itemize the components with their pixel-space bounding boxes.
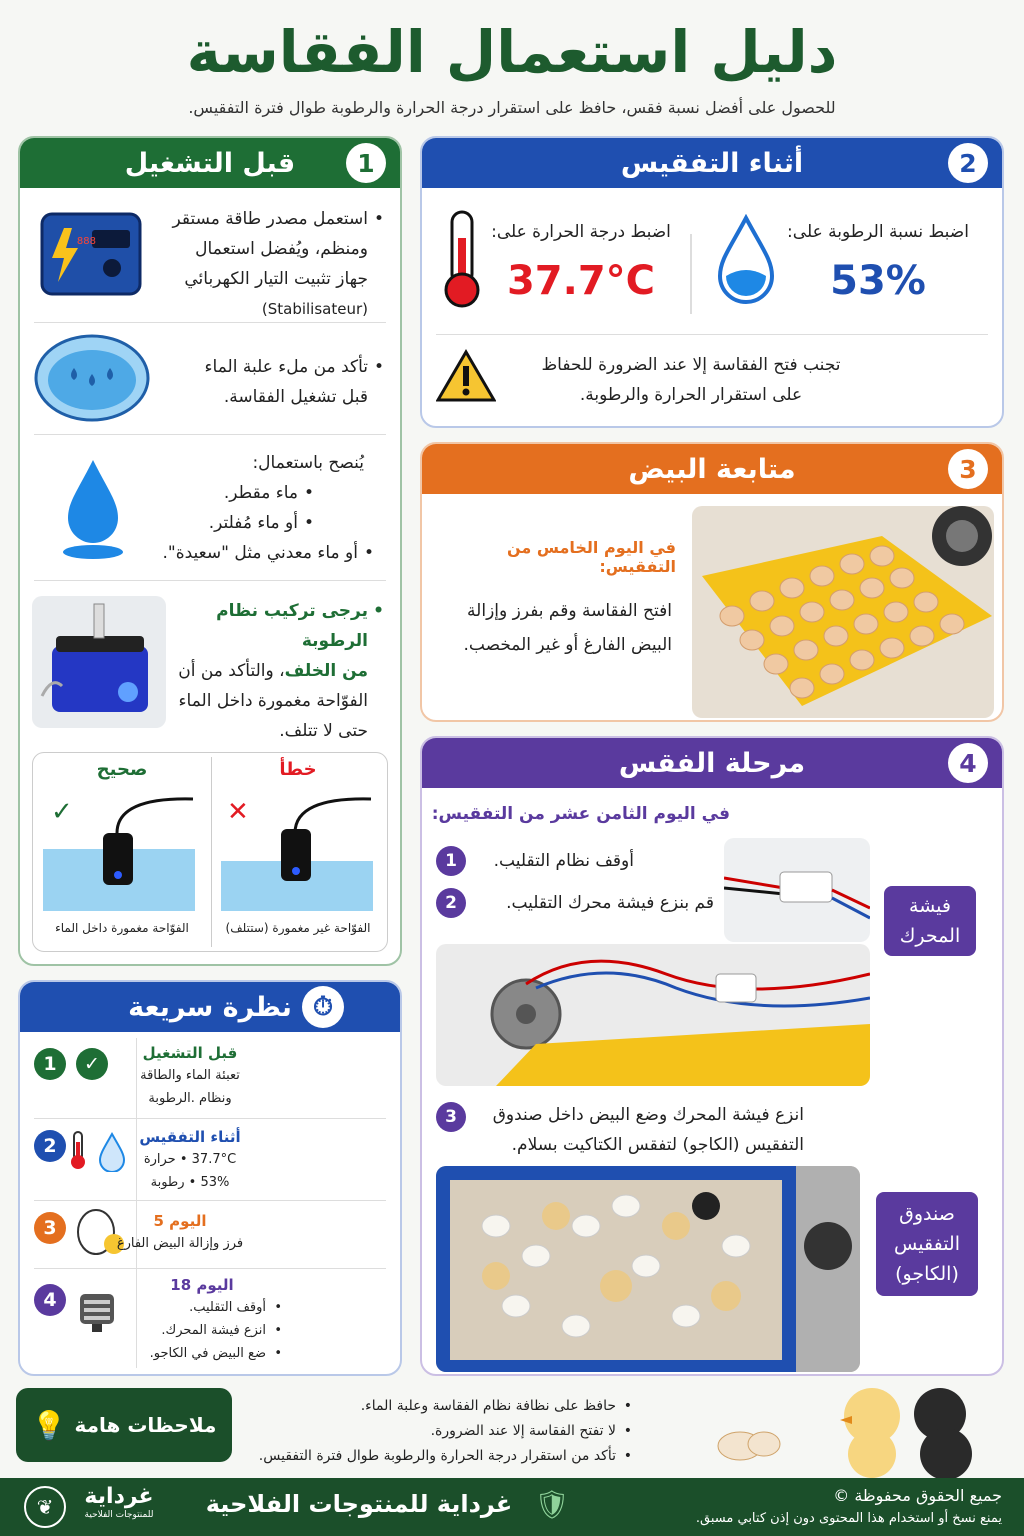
section-3-header (422, 444, 1002, 494)
step-2-number: 2 (436, 888, 466, 918)
day-5-label: في اليوم الخامس من التفقيس: (506, 538, 676, 576)
quick-header (20, 982, 400, 1032)
rights-text: جميع الحقوق محفوظة © (833, 1486, 1002, 1505)
stopwatch-icon: ⏱ (302, 986, 344, 1028)
section-2-number: 2 (948, 143, 988, 183)
step-1-text: أوقف نظام التقليب. (493, 851, 634, 871)
footer (0, 1478, 1024, 1536)
hatch-box-label: صندوق التفقيس (الكاجو) (876, 1192, 978, 1296)
quick-title: نظرة سريعة (128, 991, 292, 1023)
step-1-number: 1 (436, 846, 466, 876)
section-2-header (422, 138, 1002, 188)
power-instructions: • استعمل مصدر طاقة مستقر ومنظم، ويُفضل استعمال جهاز تثبيت التيار الكهربائي (Stabilisateur) (154, 204, 384, 324)
section-2-title: أثناء التفقيس (620, 147, 804, 179)
page-subtitle: للحصول على أفضل نسبة فقس، حافظ على استقرار درجة الحرارة والرطوبة طوال فترة التفقيس. (188, 98, 836, 117)
section-3-number: 3 (948, 449, 988, 489)
quick-item: 3 اليوم 5 فرز وإزالة البيض الفارغ (34, 1206, 386, 1266)
motor-plug-label: فيشة المحرك (884, 886, 976, 956)
important-notes-badge: ملاحظات هامة 💡 (16, 1388, 232, 1462)
warning-icon (436, 348, 496, 404)
warning-text: تجنب فتح الفقاسة إلا عند الضرورة للحفاظ على استقرار الحرارة والرطوبة. (541, 355, 841, 405)
humidity-value: 53% (830, 258, 926, 304)
lightbulb-icon: 💡 (31, 1408, 67, 1442)
rights-subtext: يمنع نسخ أو استخدام هذا المحتوى دون إذن كتابي مسبق. (695, 1511, 1002, 1526)
day-18-label: في اليوم الثامن عشر من التفقيس: (431, 804, 730, 824)
footer-brand: غرداية للمنتوجات الفلاحية (205, 1490, 513, 1518)
section-egg-monitoring (420, 442, 1004, 722)
quick-item: 4 اليوم 18 • أوقف التقليب. • انزع فيشة المحرك. • ضع البيض في الكاجو. (34, 1274, 386, 1370)
section-1-title: قبل التشغيل (124, 147, 296, 179)
logo-name: غرداية (84, 1484, 154, 1509)
diffuser-not-submerged-icon (217, 793, 379, 913)
section-4-header (422, 738, 1002, 788)
section-1-number: 1 (346, 143, 386, 183)
leaf-logo-icon: ❦ (24, 1486, 66, 1528)
thermometer-drop-icon (68, 1128, 128, 1172)
section-4-title: مرحلة الفقس (618, 747, 806, 779)
important-notes-list: • حافظ على نظافة نظام الفقاسة وعلبة الماء. • لا تفتح الفقاسة إلا عند الضرورة. • تأكد من استقرار درجة الحرارة والرطوبة طوال فترة التفقيس. (232, 1394, 632, 1469)
humidity-label: اضبط نسبة الرطوبة على: (787, 222, 969, 242)
page-title: دليل استعمال الفقاسة (186, 18, 838, 86)
temperature-label: اضبط درجة الحرارة على: (491, 222, 671, 242)
temperature-value: 37.7°C (506, 258, 656, 304)
section-during-incubation (420, 136, 1004, 428)
water-drop-icon (58, 456, 128, 560)
diffuser-submerged-icon (39, 793, 201, 913)
correct-example: صحيح ✓ الفوّاحة مغمورة داخل الماء (33, 753, 211, 953)
correct-vs-wrong-panel (32, 752, 388, 952)
cross-icon: ✕ (227, 797, 249, 827)
water-tray-icon (34, 332, 150, 424)
water-instructions: • تأكد من ملء علبة الماء قبل تشغيل الفقاسة. (164, 352, 384, 412)
thermometer-icon (436, 208, 488, 312)
step-2-text: قم بنزع فيشة محرك التقليب. (506, 893, 714, 913)
quick-item: 2 أثناء التفقيس 37.7°C • حرارة 53% • رطوبة (34, 1124, 386, 1200)
step-3-text: انزع فيشة المحرك وضع البيض داخل صندوق التفقيس (الكاجو) لتفقس الكتاكيت بسلام. (492, 1105, 804, 1155)
section-hatching-stage (420, 736, 1004, 1376)
check-icon: ✓ (51, 797, 73, 827)
section-3-title: متابعة البيض (628, 453, 796, 485)
check-icon: ✓ (76, 1048, 108, 1080)
water-types: يُنصح باستعمال: • ماء مقطر. • أو ماء مُفلتر. • أو ماء معدني مثل "سعيدة". (144, 448, 384, 568)
section-1-header (20, 138, 400, 188)
svg-text:888: 888 (76, 236, 96, 247)
humidity-drop-icon (714, 214, 778, 308)
chicks-illustration (694, 1366, 1004, 1478)
motor-plug-photo (724, 838, 870, 942)
hatching-basket-photo (436, 1166, 860, 1372)
wrong-example: خطأ ✕ الفوّاحة غير مغمورة (ستتلف) (209, 753, 387, 953)
humidity-system-text: • يرجى تركيب نظام الرطوبة من الخلف، والتأكد من أن الفوّاحة مغمورة داخل الماء حتى لا تتلف. (172, 596, 384, 746)
egg-monitoring-text: افتح الفقاسة وقم بفرز وإزالة البيض الفارغ أو غير المخصب. (463, 601, 672, 655)
step-3-number: 3 (436, 1102, 466, 1132)
quick-item: 1 ✓ قبل التشغيل تعبئة الماء والطاقة ونظام .الرطوبة (34, 1038, 386, 1118)
eggs-tray-photo (692, 506, 994, 718)
turning-motor-photo (436, 944, 870, 1086)
logo-subtitle: للمنتوجات الفلاحية (84, 1510, 154, 1520)
humidity-system-photo (32, 596, 166, 728)
stabilizer-icon (38, 208, 144, 300)
quick-overview (18, 980, 402, 1376)
section-before-operation (18, 136, 402, 966)
section-4-number: 4 (948, 743, 988, 783)
shield-check-icon: 🛡 (534, 1488, 570, 1521)
motor-icon (74, 1284, 120, 1334)
